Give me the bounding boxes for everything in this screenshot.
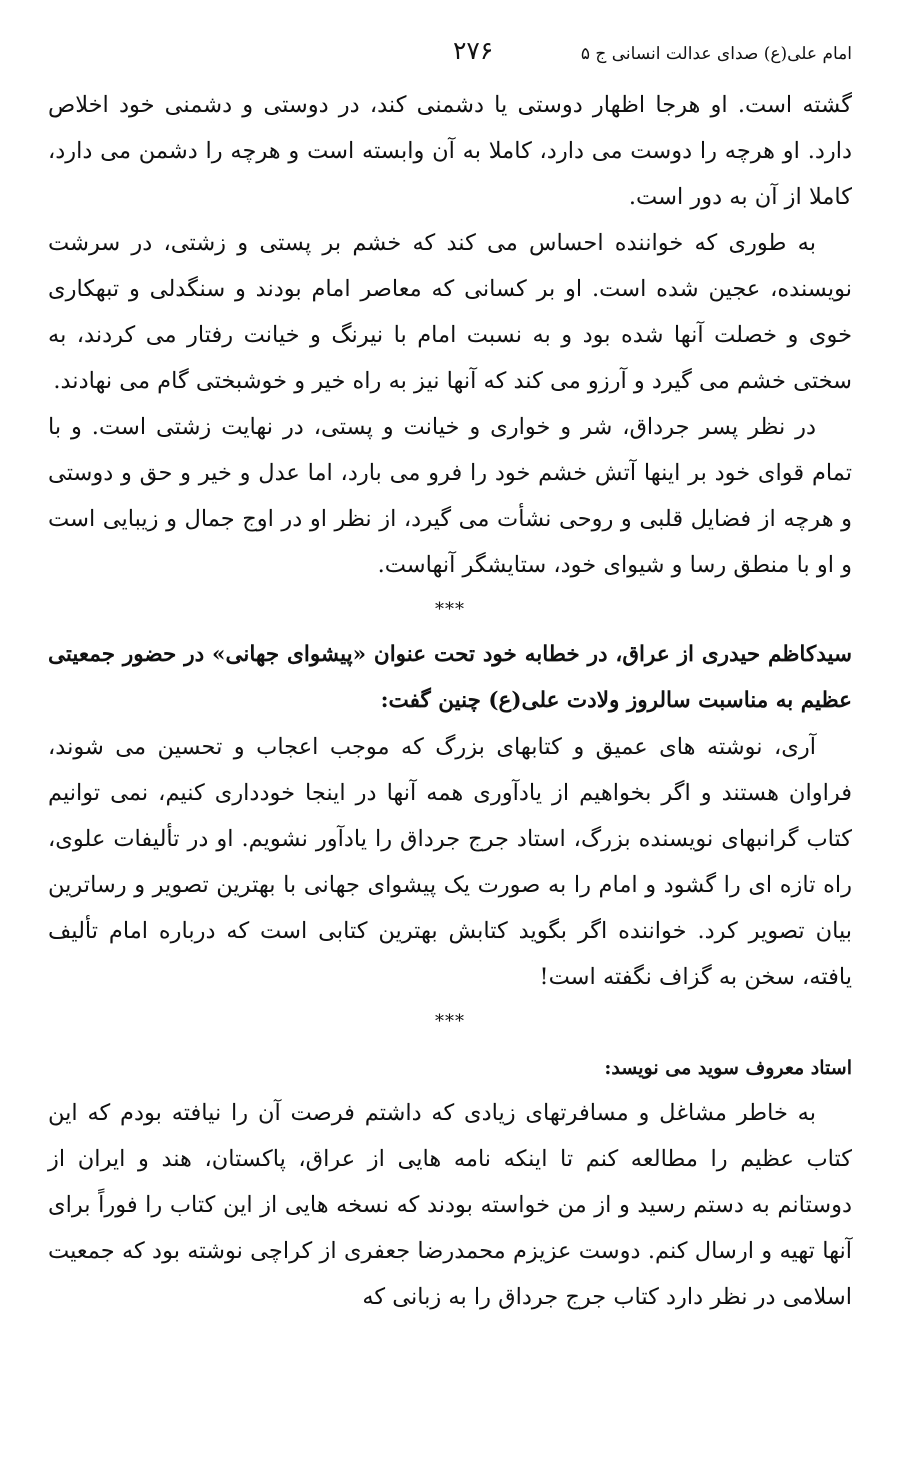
section-divider: *** <box>435 1011 465 1032</box>
paragraph-anger-at-baseness: به طوری که خواننده احساس می کند که خشم بر پستی و زشتی، در سرشت نویسنده، عجین شده است. او بر کسانی که معاصر امام بودند و سنگدلی و تبهکاری خوی و خصلت آنها شده بود و به نسبت امام با نیرنگ و خیانت رفتار می کردند، به سختی خشم می گیرد و آرزو می کند که آنها نیز به راه خیر و خوشبختی گام می نهادند. <box>48 230 852 394</box>
paragraph-jordac-view: در نظر پسر جرداق، شر و خواری و خیانت و پستی، در نهایت زشتی است. و با تمام قوای خود بر اینها آتش خشم خود را فرو می بارد، اما عدل و خیر و حق و دوستی و هرچه از فضایل قلبی و روحی نشأت می گیرد، از نظر او در اوج جمال و زیبایی است و او با منطق رسا و شیوای خود، ستایشگر آنهاست. <box>48 414 852 578</box>
suwaid-heading: استاد معروف سوید می نویسد: <box>604 1057 852 1079</box>
page-header <box>48 34 852 82</box>
suwaid-text: به خاطر مشاغل و مسافرتهای زیادی که داشتم فرصت آن را نیافته بودم که این کتاب عظیم را مطالعه کنم تا اینکه نامه هایی از عراق، پاکستان، هند و ایران از دوستانم به دستم رسید و از من خواسته بودند که نسخه هایی از این کتاب را فوراً برای آنها تهیه و ارسال کنم. دوست عزیزم محمدرضا جعفری از کراچی نوشته بود که جمعیت اسلامی در نظر دارد کتاب جرج جرداق را به زبانی که <box>48 1100 852 1310</box>
paragraph-continuation: گشته است. او هرجا اظهار دوستی یا دشمنی کند، در دوستی و دشمنی خود اخلاص دارد. او هرچه را دوست می دارد، کاملا به آن وابسته است و هرچه را دشمن می دارد، کاملا از آن به دور است. <box>48 92 852 210</box>
haidari-intro: سیدکاظم حیدری از عراق، در خطابه خود تحت عنوان «پیشوای جهانی» در حضور جمعیتی عظیم به مناسبت سالروز ولادت علی(ع) چنین گفت: <box>48 642 852 713</box>
page-number: ۲۷۶ <box>453 36 494 65</box>
section-divider: *** <box>435 599 465 620</box>
haidari-quote: آری، نوشته های عمیق و کتابهای بزرگ که موجب اعجاب و تحسین می شوند، فراوان هستند و اگر بخواهیم از یادآوری همه آنها در اینجا خودداری کنیم، نمی توانیم کتاب گرانبهای نویسنده بزرگ، استاد جرج جرداق را یادآور نشویم. او در تألیفات علوی، راه تازه ای را گشود و امام را به صورت یک پیشوای جهانی با بهترین تصویر و رساترین بیان تصویر کرد. خواننده اگر بگوید کتابش بهترین کتابی است که درباره امام تألیف یافته، سخن به گزاف نگفته است! <box>48 734 852 990</box>
running-title: امام علی(ع) صدای عدالت انسانی ج ۵ <box>580 44 852 64</box>
